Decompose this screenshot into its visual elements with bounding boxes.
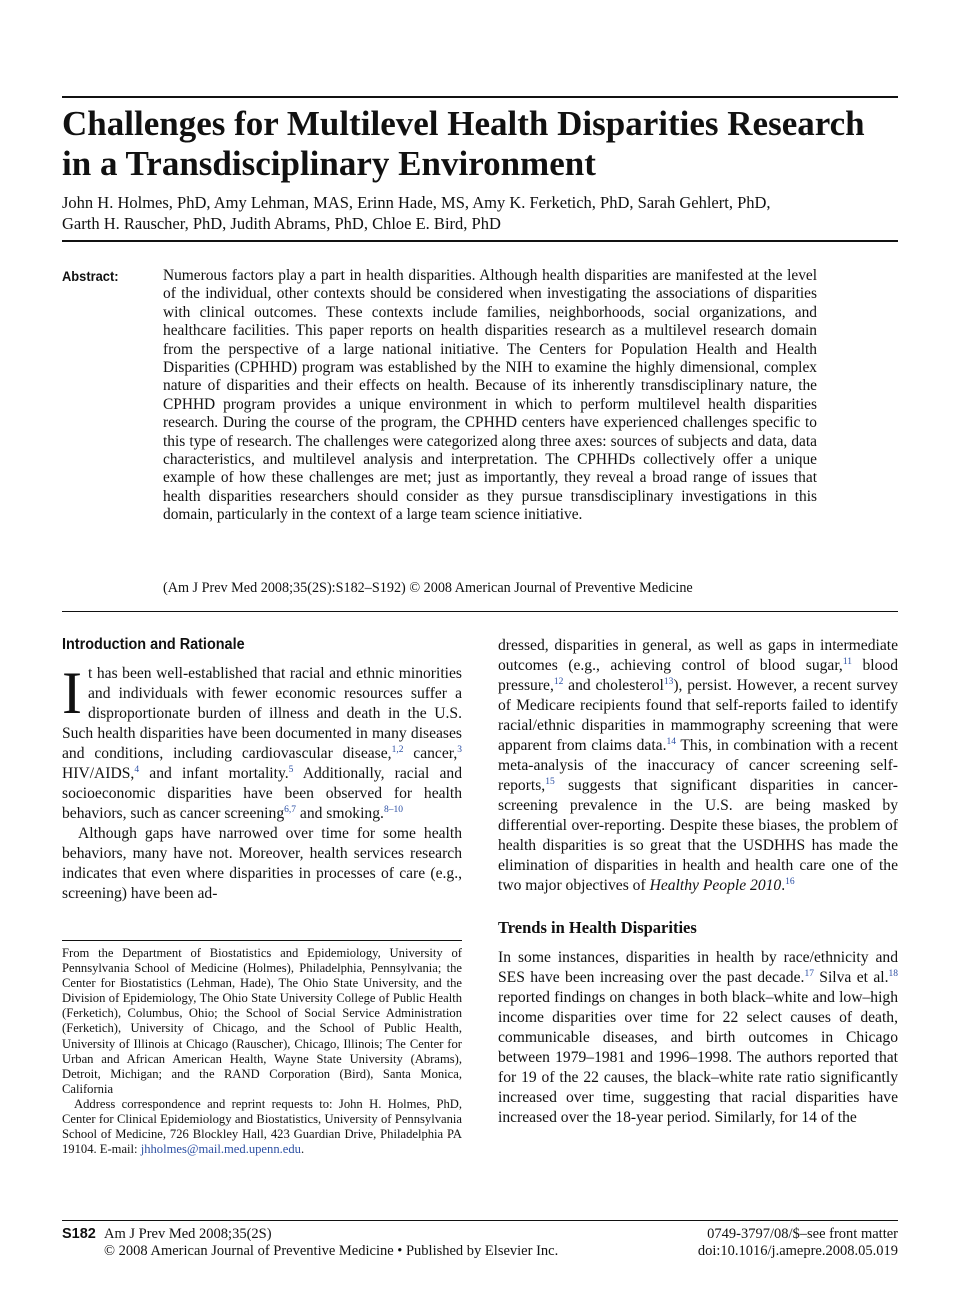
reference-link[interactable]: 11 [842, 657, 852, 667]
drop-cap: I [62, 660, 82, 726]
title-line-2: in a Transdisciplinary Environment [62, 144, 596, 183]
top-rule [62, 96, 898, 98]
footer-copyright: © 2008 American Journal of Preventive Medicine • Published by Elsevier Inc. [104, 1243, 559, 1259]
section-heading-trends: Trends in Health Disparities [498, 918, 697, 937]
correspondence-text: Address correspondence and reprint requests to: John H. Holmes, PhD, Center for Clinical Epidemiology and Biostatistics, University of Pennsylvania School of Medicine, 726 Blockley Hall, 423 Guardian Drive, Philadelphia PA 19104. E-mail: [62, 1096, 462, 1157]
author-list [62, 192, 902, 234]
right-column [498, 636, 898, 1128]
intro-paragraph-1 [62, 660, 463, 824]
reference-link[interactable]: 12 [553, 677, 564, 687]
reference-link[interactable]: 3 [457, 745, 462, 755]
right-paragraph-2 [498, 948, 898, 1128]
reference-link[interactable]: 16 [785, 877, 795, 887]
authors-line-1: John H. Holmes, PhD, Amy Lehman, MAS, Erinn Hade, MS, Amy K. Ferketich, PhD, Sarah Gehlert, PhD, [62, 193, 771, 212]
left-column [62, 636, 462, 904]
correspondence-end: . [300, 1142, 305, 1157]
right-p1-text-c: and cholesterol [563, 677, 664, 694]
reference-link[interactable]: 15 [545, 777, 555, 787]
abstract-label: Abstract: [62, 268, 119, 284]
reference-link[interactable]: 17 [804, 969, 814, 979]
right-p1-text-d: ), persist. However, a recent survey of Medicare recipients found that self-reports failed to identify racial/ethnic disparities in mammography screening that were apparent from claims data. [498, 677, 898, 754]
email-link[interactable]: jhholmes@mail.med.upenn.edu [140, 1142, 301, 1157]
section-heading-introduction: Introduction and Rationale [62, 636, 245, 653]
intro-p1-text-b: cancer, [403, 745, 458, 762]
right-paragraph-1 [498, 636, 898, 896]
reference-link[interactable]: 18 [888, 969, 898, 979]
right-p2-text-c: reported findings on changes in both black–white and low–high income disparities over time for 22 select causes of death, communicable diseases, and birth outcomes in Chicago between 1979–1981 and 1996–1998. The authors reported that for 19 of the 22 causes, the black–white rate ratio significantly increased over time, suggesting that racial disparities have increased over the 18-year period. Similarly, for 14 of the [498, 989, 898, 1126]
footer-journal: Am J Prev Med 2008;35(2S) [104, 1226, 272, 1242]
intro-p1-text-d: and infant mortality. [139, 765, 289, 782]
authors-line-2: Garth H. Rauscher, PhD, Judith Abrams, PhD, Chloe E. Bird, PhD [62, 214, 501, 233]
right-p1-text-h: . [781, 877, 786, 894]
reference-link[interactable]: 8–10 [383, 805, 403, 815]
footnote-rule [62, 940, 462, 941]
footer-rule [62, 1220, 898, 1221]
footer-doi[interactable]: doi:10.1016/j.amepre.2008.05.019 [697, 1243, 898, 1259]
reference-link[interactable]: 13 [663, 677, 674, 687]
intro-paragraph-2: Although gaps have narrowed over time for some health behaviors, many have not. Moreover, health services research indicates that even where disparities in processes of care (e.g., screening) have been ad- [62, 825, 462, 902]
article-title [62, 104, 902, 184]
affiliations-note: From the Department of Biostatistics and Epidemiology, University of Pennsylvania School of Medicine (Holmes), Philadelphia, Pennsylvania; the Center for Biostatistics (Lehman, Hade), The Ohio State University, and the Division of Epidemiology, The Ohio State University College of Public Health (Ferketich), Columbus, Ohio; the School of Social Service Administration (Ferketich), University of Chicago, and the School of Public Health, University of Illinois at Chicago (Rauscher), Chicago, Illinois; The Center for Urban and African American Health, Wayne State University (Abrams), Detroit, Michigan; and the RAND Corporation (Bird), Santa Monica, California [62, 946, 462, 1096]
abstract-citation: (Am J Prev Med 2008;35(2S):S182–S192) © 2008 American Journal of Preventive Medicine [163, 580, 693, 596]
right-p2-text-b: Silva et al. [813, 969, 889, 986]
correspondence-note [62, 1097, 462, 1157]
right-p1-text-e: This, in combination with a recent meta-analysis of the inaccuracy of cancer screening self-reports, [498, 737, 899, 794]
reference-link[interactable]: 4 [134, 765, 140, 775]
right-p1-text-b: blood pressure, [498, 657, 899, 694]
right-p1-text-a: dressed, disparities in general, as well as gaps in intermediate outcomes (e.g., achieving control of blood sugar, [498, 637, 898, 674]
header-rule [62, 240, 898, 242]
healthy-people-title: Healthy People 2010 [649, 877, 782, 894]
intro-p1-text-a: t has been well-established that racial and ethnic minorities and individuals with fewer economic resources suffer a disproportionate burden of illness and death in the U.S. Such health disparities have been documented in many diseases and conditions, including cardiovascular disease, [62, 665, 462, 762]
abstract-text: Numerous factors play a part in health disparities. Although health disparities are manifested at the level of the individual, other contexts should be considered when investigating the associations of disparities with clinical outcomes. These contexts include families, neighborhoods, social organizations, and healthcare facilities. This paper reports on health disparities research as a multilevel research domain from the perspective of a large national initiative. The Centers for Population Health and Health Disparities (CPHHD) program was established by the NIH to examine the highly dimensional, complex nature of disparities and their effects on health. Because of its inherently transdisciplinary nature, the CPHHD program provides a unique environment in which to perform multilevel health disparities research. During the course of the program, the CPHHD centers have experienced challenges specific to this type of research. The challenges were categorized along three axes: sources of subjects and data, data characteristics, and multilevel analysis and interpretation. The CPHHDs collectively offer a unique example of how these challenges are met; just as importantly, they reveal a broad range of issues that health disparities researchers should consider as they pursue transdisciplinary investigations in this domain, particularly in the context of a large team science initiative. [163, 267, 817, 524]
right-p1-text-f: suggests that significant disparities in cancer-screening prevalence in the U.S. are being masked by differential over-reporting. Despite these biases, the problem of health disparities is so great that the USDHHS has made the elimination of disparities in health and health care one of the two major objectives of [498, 777, 898, 894]
footer-issn: 0749-3797/08/$–see front matter [707, 1226, 898, 1242]
footnotes [62, 946, 462, 1157]
reference-link[interactable]: 1,2 [391, 745, 404, 755]
intro-p1-text-c: HIV/AIDS, [62, 765, 135, 782]
page-number: S182 [62, 1226, 96, 1242]
abstract-rule [62, 611, 898, 612]
title-line-1: Challenges for Multilevel Health Disparities Research [62, 104, 865, 143]
intro-p1-text-e: Additionally, racial and socioeconomic disparities have been observed for health behaviors, such as cancer screening [62, 765, 463, 822]
right-p2-text-a: In some instances, disparities in health by race/ethnicity and SES have been increasing over the past decade. [498, 949, 898, 986]
reference-link[interactable]: 14 [666, 737, 676, 747]
intro-p1-text-f: and smoking. [296, 805, 384, 822]
reference-link[interactable]: 6,7 [284, 805, 296, 815]
reference-link[interactable]: 5 [288, 765, 294, 775]
